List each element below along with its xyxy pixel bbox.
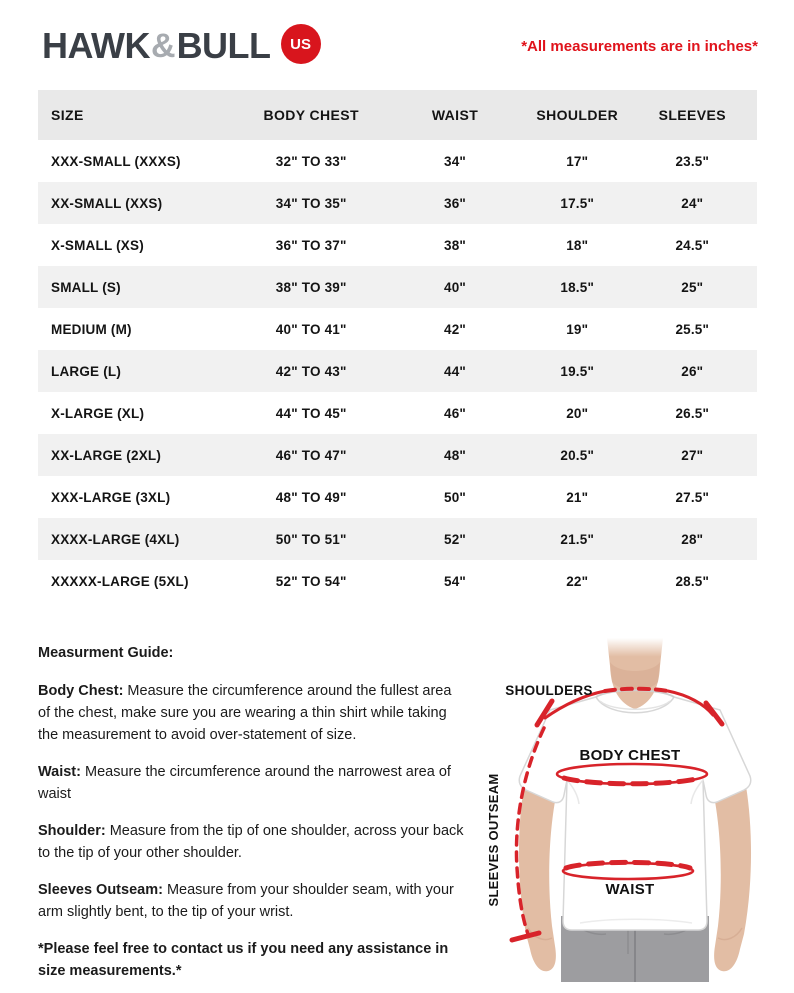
guide-footer: *Please feel free to contact us if you need any assistance in size measurements.* <box>38 941 449 979</box>
size-cell: XXX-LARGE (3XL) <box>51 489 171 505</box>
size-cell: XXX-SMALL (XXXS) <box>51 153 181 169</box>
table-row <box>38 518 757 560</box>
body-chest-cell: 52" TO 54" <box>275 573 347 589</box>
brand-logo <box>42 25 321 66</box>
column-header-shoulder: SHOULDER <box>527 90 628 140</box>
body-chest-cell: 40" TO 41" <box>275 321 347 337</box>
us-badge: US <box>281 24 321 64</box>
waist-cell: 40" <box>383 266 527 308</box>
table-row <box>38 182 757 224</box>
size-cell: XX-SMALL (XXS) <box>38 182 239 224</box>
guide-item-label: Sleeves Outseam: <box>38 882 163 898</box>
table-row <box>38 266 757 308</box>
column-header-sleeves: SLEEVES <box>628 90 757 140</box>
sleeves-cell: 26" <box>628 350 757 392</box>
sleeves-cell: 28.5" <box>675 573 710 589</box>
tshirt-diagram <box>460 638 794 982</box>
table-row <box>38 350 757 392</box>
waist-cell: 54" <box>443 573 467 589</box>
waist-cell: 34" <box>443 153 467 169</box>
tshirt-measurement-illustration <box>460 638 794 982</box>
size-cell: X-LARGE (XL) <box>51 405 145 421</box>
guide-item-label: Shoulder: <box>38 823 106 839</box>
sleeves-cell: 27.5" <box>675 489 710 505</box>
neck-figure <box>600 638 670 709</box>
shoulder-cell: 17.5" <box>527 182 628 224</box>
body-chest-cell: 38" TO 39" <box>239 266 383 308</box>
brand-name-bull: BULL <box>176 25 271 66</box>
guide-item: Waist: Measure the circumference around the narrowest area of waist <box>38 764 451 802</box>
size-cell: LARGE (L) <box>38 350 239 392</box>
shoulder-cell: 22" <box>566 573 589 589</box>
guide-item-label: Waist: <box>38 764 81 780</box>
table-row <box>38 392 757 434</box>
waist-cell: 46" <box>443 405 467 421</box>
sleeves-cell: 24" <box>628 182 757 224</box>
body-chest-cell: 46" TO 47" <box>239 434 383 476</box>
waist-cell: 50" <box>443 489 467 505</box>
sleeves-cell: 24.5" <box>675 237 710 253</box>
waist-cell: 52" <box>383 518 527 560</box>
guide-item: Sleeves Outseam: Measure from your shoulder seam, with your arm slightly bent, to the tip of your wrist. <box>38 882 454 920</box>
table-row <box>38 224 757 266</box>
column-header-waist: WAIST <box>383 90 527 140</box>
shoulder-cell: 18.5" <box>527 266 628 308</box>
waist-label: WAIST <box>605 881 655 898</box>
column-header-body-chest: BODY CHEST <box>239 90 383 140</box>
shoulder-cell: 21.5" <box>527 518 628 560</box>
sleeves-cell: 25" <box>628 266 757 308</box>
body-chest-cell: 32" TO 33" <box>275 153 347 169</box>
shoulder-cell: 21" <box>566 489 589 505</box>
brand-name-hawk: HAWK <box>42 25 150 66</box>
size-table-body <box>38 140 757 602</box>
shoulder-cell: 19" <box>566 321 589 337</box>
sleeves-cell: 28" <box>628 518 757 560</box>
size-cell: XXXXX-LARGE (5XL) <box>51 573 189 589</box>
guide-item-label: Body Chest: <box>38 683 124 699</box>
size-cell: XX-LARGE (2XL) <box>38 434 239 476</box>
sleeves-outseam-label: SLEEVES OUTSEAM <box>486 773 501 907</box>
waist-cell: 48" <box>383 434 527 476</box>
waist-cell: 38" <box>443 237 467 253</box>
measurement-section <box>0 642 794 982</box>
sleeves-cell: 25.5" <box>675 321 710 337</box>
size-cell: XXXX-LARGE (4XL) <box>38 518 239 560</box>
measurements-note: *All measurements are in inches* <box>521 38 758 55</box>
table-header-row <box>38 90 757 140</box>
guide-item: Shoulder: Measure from the tip of one shoulder, across your back to the tip of your other shoulder. <box>38 823 464 861</box>
size-chart-table <box>38 90 757 602</box>
size-cell: MEDIUM (M) <box>51 321 132 337</box>
body-chest-cell: 50" TO 51" <box>239 518 383 560</box>
guide-item: Body Chest: Measure the circumference around the fullest area of the chest, make sure you are wearing a thin shirt while taking the measurement to avoid over-statement of size. <box>38 683 452 743</box>
sleeves-cell: 26.5" <box>675 405 710 421</box>
guide-items <box>38 680 466 923</box>
waist-cell: 36" <box>383 182 527 224</box>
size-cell: X-SMALL (XS) <box>51 237 144 253</box>
sleeves-cell: 27" <box>628 434 757 476</box>
shoulder-cell: 20.5" <box>527 434 628 476</box>
shoulder-cell: 19.5" <box>527 350 628 392</box>
header <box>0 0 794 64</box>
sleeves-cell: 23.5" <box>675 153 710 169</box>
waist-cell: 42" <box>443 321 467 337</box>
table-row <box>38 560 757 602</box>
table-row <box>38 434 757 476</box>
brand-ampersand: & <box>151 27 176 65</box>
shoulder-cell: 17" <box>566 153 589 169</box>
body-chest-cell: 36" TO 37" <box>275 237 347 253</box>
guide-title: Measurment Guide: <box>38 645 174 661</box>
table-row <box>38 140 757 182</box>
column-header-size: SIZE <box>38 90 239 140</box>
body-chest-cell: 34" TO 35" <box>239 182 383 224</box>
shoulder-cell: 18" <box>566 237 589 253</box>
shoulders-label: SHOULDERS <box>505 683 593 698</box>
waist-cell: 44" <box>383 350 527 392</box>
body-chest-label: BODY CHEST <box>579 747 681 764</box>
shoulder-cell: 20" <box>566 405 589 421</box>
table-row <box>38 476 757 518</box>
body-chest-cell: 42" TO 43" <box>239 350 383 392</box>
body-chest-cell: 48" TO 49" <box>275 489 347 505</box>
measurement-guide <box>38 642 466 982</box>
size-cell: SMALL (S) <box>38 266 239 308</box>
table-row <box>38 308 757 350</box>
body-chest-cell: 44" TO 45" <box>275 405 347 421</box>
